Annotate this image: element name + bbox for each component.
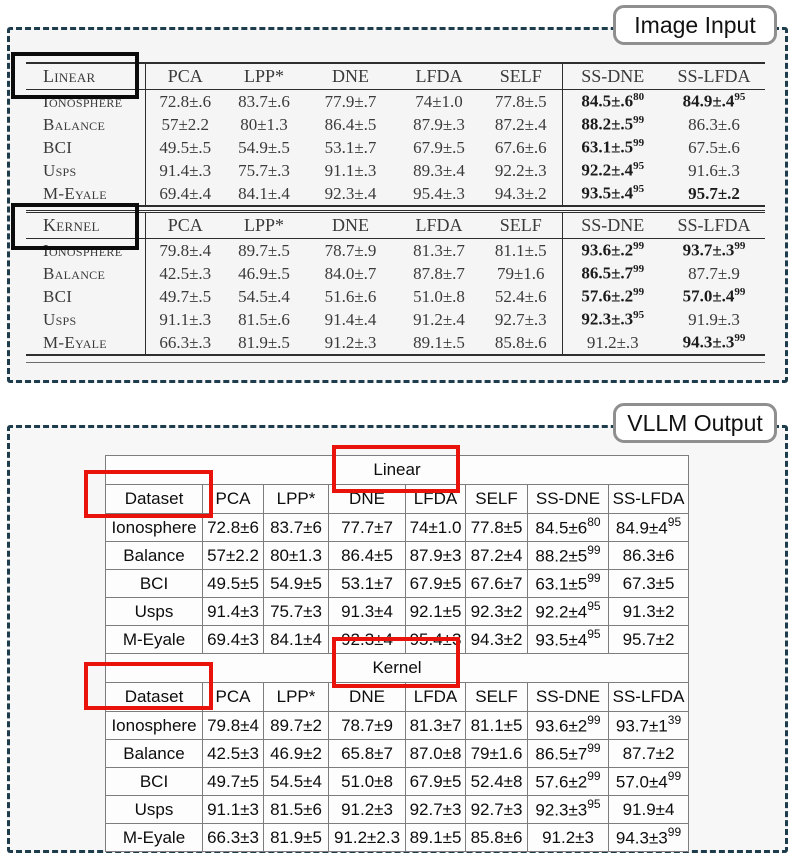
output-value-cell: 79.8±4 — [203, 712, 264, 740]
output-value-cell: $88.2\pm 5^{99}$ — [528, 542, 609, 570]
scan-column-header: LPP* — [225, 63, 303, 90]
output-row-label: Balance — [106, 740, 203, 768]
superscript-confidence: 99 — [633, 263, 645, 276]
scan-column-header: SS-LFDA — [663, 212, 765, 239]
output-value-cell: 83.7±6 — [264, 514, 329, 542]
scan-value-cell: $93.6\pm.2^{99}$ — [562, 239, 663, 263]
scan-value-cell: 51.6±.6 — [324, 286, 377, 306]
scan-value-cell: 51.0±.8 — [413, 286, 465, 306]
scan-table-row — [26, 308, 765, 331]
output-value-cell: 49.7±5 — [203, 768, 264, 796]
scan-value-cell: 53.1±.7 — [324, 137, 377, 157]
output-value-cell: $93.5\pm 4^{95}$ — [528, 626, 609, 654]
output-column-header: SELF — [466, 485, 528, 514]
scan-value-cell: 89.3±.4 — [413, 160, 465, 180]
output-value-cell: 87.9±3 — [406, 542, 466, 570]
scan-value-cell: 67.5±.6 — [688, 137, 740, 157]
scan-value-cell: $63.1\pm.5^{99}$ — [562, 136, 663, 159]
scan-column-header: SELF — [480, 212, 562, 239]
output-row-label: Usps — [106, 796, 203, 824]
scan-row-label: Ionosphere — [26, 239, 145, 263]
scan-value-cell: 91.4±.4 — [324, 309, 377, 329]
output-section-label: Kernel — [106, 654, 689, 683]
output-column-header: DNE — [329, 485, 406, 514]
scan-value-cell: 91.2±.4 — [413, 309, 465, 329]
scan-value-cell: 67.6±.6 — [494, 137, 547, 157]
output-row-label: Usps — [106, 598, 203, 626]
superscript-confidence: 99 — [587, 543, 601, 558]
black-annotation-box-kernel — [11, 203, 139, 250]
output-value-cell: 67.9±5 — [406, 768, 466, 796]
scan-value-cell: 92.7±.3 — [494, 309, 547, 329]
scan-value-cell: 91.1±.3 — [159, 309, 212, 329]
output-value-cell: 87.2±4 — [466, 542, 528, 570]
output-value-cell: 89.7±2 — [264, 712, 329, 740]
vllm-output-badge-label: VLLM Output — [627, 409, 763, 436]
output-value-cell: 52.4±8 — [466, 768, 528, 796]
output-value-cell: $92.2\pm 4^{95}$ — [528, 598, 609, 626]
output-value-cell: $93.6\pm 2^{99}$ — [528, 712, 609, 740]
scan-value-cell: 94.3±.2 — [494, 183, 547, 203]
output-value-cell: 92.7±3 — [466, 796, 528, 824]
scan-value-cell: $93.5\pm.4^{95}$ — [562, 182, 663, 206]
output-value-cell: 75.7±3 — [264, 598, 329, 626]
scan-value-cell: 87.2±.4 — [494, 114, 547, 134]
red-annotation-box-linear-header — [332, 445, 460, 493]
output-value-cell: 77.7±7 — [329, 514, 406, 542]
scan-value-cell: 80±1.3 — [240, 114, 288, 134]
red-annotation-box-kernel-header — [332, 637, 460, 688]
scan-column-header: LFDA — [398, 212, 480, 239]
output-value-cell: 67.9±5 — [406, 570, 466, 598]
scan-value-cell: 81.1±.5 — [494, 240, 547, 260]
scan-value-cell: 92.2±.3 — [494, 160, 547, 180]
scan-table-row — [26, 159, 765, 182]
superscript-confidence: 95 — [667, 515, 682, 530]
red-annotation-box-dataset-linear — [84, 470, 213, 518]
scan-value-cell: 57±2.2 — [161, 114, 210, 134]
scan-column-header: SS-DNE — [562, 63, 663, 90]
output-value-cell: 86.4±5 — [329, 542, 406, 570]
superscript-confidence: 99 — [633, 114, 645, 127]
superscript-confidence: 95 — [734, 91, 746, 104]
scan-row-label: M-Eyale — [26, 182, 145, 206]
superscript-confidence: 80 — [633, 91, 645, 104]
superscript-confidence: 99 — [734, 240, 746, 253]
scan-row-label: BCI — [26, 285, 145, 308]
output-value-cell: $57.6\pm 2^{99}$ — [528, 768, 609, 796]
output-value-cell: 92.3±2 — [466, 598, 528, 626]
output-value-cell: 91.2±2.3 — [329, 824, 406, 852]
scan-value-cell: 87.9±.3 — [413, 114, 465, 134]
output-value-cell: $94.3\pm 3^{99}$ — [609, 824, 689, 852]
scan-table-row — [26, 262, 765, 285]
scan-value-cell: 86.4±.5 — [324, 114, 377, 134]
output-row-label: BCI — [106, 768, 203, 796]
superscript-confidence: 95 — [587, 627, 601, 642]
scan-value-cell: 77.8±.5 — [494, 91, 547, 111]
scan-value-cell: 67.9±.5 — [413, 137, 465, 157]
scan-row-label: M-Eyale — [26, 331, 145, 355]
scan-value-cell: 86.3±.6 — [688, 114, 740, 134]
output-value-cell: 94.3±2 — [466, 626, 528, 654]
scan-value-cell: 89.1±.5 — [413, 332, 465, 352]
output-column-header: LPP* — [264, 485, 329, 514]
scan-section-label: Kernel — [26, 212, 145, 239]
output-row-label: Ionosphere — [106, 514, 203, 542]
output-column-header: LFDA — [406, 485, 466, 514]
output-value-cell: 92.7±3 — [406, 796, 466, 824]
scan-value-cell: $86.5\pm.7^{99}$ — [562, 262, 663, 285]
black-annotation-box-linear — [11, 52, 139, 99]
output-row-label: BCI — [106, 570, 203, 598]
scan-column-header: SS-DNE — [562, 212, 663, 239]
scan-value-cell: 89.7±.5 — [238, 240, 290, 260]
output-table-row — [106, 824, 689, 852]
output-value-cell: 42.5±3 — [203, 740, 264, 768]
output-value-cell: 53.1±7 — [329, 570, 406, 598]
scan-column-header: LPP* — [225, 212, 303, 239]
superscript-confidence: 99 — [633, 286, 645, 299]
scan-value-cell: 75.7±.3 — [238, 160, 290, 180]
output-value-cell: $86.5\pm 7^{99}$ — [528, 740, 609, 768]
scan-value-cell: 87.7±.9 — [688, 263, 740, 283]
scan-value-cell: 92.3±.4 — [324, 183, 377, 203]
scan-value-cell: $84.5\pm.6^{80}$ — [562, 90, 663, 114]
scan-value-cell: 91.1±.3 — [324, 160, 377, 180]
output-value-cell: 69.4±3 — [203, 626, 264, 654]
output-table-row — [106, 796, 689, 824]
vllm-output-panel — [7, 425, 788, 853]
output-value-cell: 81.5±6 — [264, 796, 329, 824]
scan-value-cell: $92.3\pm.3^{95}$ — [562, 308, 663, 331]
image-input-badge — [613, 5, 777, 45]
scan-value-cell: 85.8±.6 — [494, 332, 547, 352]
scan-column-header: DNE — [303, 212, 398, 239]
output-value-cell: 67.3±5 — [609, 570, 689, 598]
output-value-cell: 89.1±5 — [406, 824, 466, 852]
output-value-cell: 91.2±3 — [528, 824, 609, 852]
scan-value-cell: 66.3±.3 — [159, 332, 212, 352]
output-value-cell: 95.4±3 — [406, 626, 466, 654]
scan-row-label: Usps — [26, 308, 145, 331]
scan-table-row — [26, 136, 765, 159]
superscript-confidence: 95 — [633, 309, 645, 322]
output-row-label: M-Eyale — [106, 824, 203, 852]
output-value-cell: 81.3±7 — [406, 712, 466, 740]
output-value-cell: 77.8±5 — [466, 514, 528, 542]
output-column-header: SS-DNE — [528, 683, 609, 712]
scan-row-label: Ionosphere — [26, 90, 145, 114]
scan-value-cell: $88.2\pm.5^{99}$ — [562, 113, 663, 136]
scan-column-header: SS-LFDA — [663, 63, 765, 90]
scan-value-cell: 77.9±.7 — [324, 91, 377, 111]
superscript-confidence: 99 — [587, 741, 601, 756]
superscript-confidence: 95 — [633, 183, 645, 196]
scan-row-label: Balance — [26, 262, 145, 285]
output-dataset-header: Dataset — [106, 683, 203, 712]
output-value-cell: 91.9±4 — [609, 796, 689, 824]
output-column-header: PCA — [203, 683, 264, 712]
output-column-header: LPP* — [264, 683, 329, 712]
output-value-cell: 72.8±6 — [203, 514, 264, 542]
scan-row-label: Balance — [26, 113, 145, 136]
scan-value-cell: 42.5±.3 — [159, 263, 212, 283]
superscript-confidence: 99 — [633, 137, 645, 150]
output-value-cell: 91.4±3 — [203, 598, 264, 626]
scan-value-cell: 46.9±.5 — [238, 263, 290, 283]
red-annotation-box-dataset-kernel — [84, 662, 213, 710]
scan-column-header: PCA — [145, 212, 225, 239]
scan-value-cell: $92.2\pm.4^{95}$ — [562, 159, 663, 182]
output-column-header: DNE — [329, 683, 406, 712]
scan-value-cell: 91.2±.3 — [562, 331, 663, 355]
scan-value-cell: 84.0±.7 — [324, 263, 377, 283]
output-value-cell: $84.5\pm 6^{80}$ — [528, 514, 609, 542]
scan-value-cell: 91.9±.3 — [688, 309, 740, 329]
output-value-cell: 87.7±2 — [609, 740, 689, 768]
output-column-header: SS-LFDA — [609, 683, 689, 712]
output-column-header: PCA — [203, 485, 264, 514]
output-value-cell: 95.7±2 — [609, 626, 689, 654]
vllm-output-badge — [613, 403, 777, 443]
scan-table-row — [26, 113, 765, 136]
scan-value-cell: 91.6±.3 — [688, 160, 740, 180]
output-value-cell: 66.3±3 — [203, 824, 264, 852]
output-value-cell: 91.3±4 — [329, 598, 406, 626]
image-input-badge-label: Image Input — [634, 11, 756, 38]
scan-value-cell: 81.9±.5 — [238, 332, 290, 352]
superscript-confidence: 99 — [734, 286, 746, 299]
output-value-cell: 92.3±4 — [329, 626, 406, 654]
scan-value-cell: 78.7±.9 — [324, 240, 377, 260]
scan-value-cell: 79±1.6 — [496, 263, 545, 283]
output-value-cell: 81.9±5 — [264, 824, 329, 852]
scan-value-cell: 74±1.0 — [415, 91, 463, 111]
output-value-cell: 78.7±9 — [329, 712, 406, 740]
output-table-row — [106, 768, 689, 796]
output-value-cell: 81.1±5 — [466, 712, 528, 740]
scan-column-header: PCA — [145, 63, 225, 90]
scan-section-label: Linear — [26, 63, 145, 90]
output-row-label: Balance — [106, 542, 203, 570]
superscript-confidence: 99 — [667, 769, 682, 784]
superscript-confidence: 99 — [633, 240, 645, 253]
output-dataset-header: Dataset — [106, 485, 203, 514]
output-value-cell: 86.3±6 — [609, 542, 689, 570]
superscript-confidence: 99 — [587, 571, 601, 586]
output-row-label: M-Eyale — [106, 626, 203, 654]
output-value-cell: $93.7\pm 1^{39}$ — [609, 712, 689, 740]
output-value-cell: 67.6±7 — [466, 570, 528, 598]
output-value-cell: 79±1.6 — [466, 740, 528, 768]
output-column-header: SELF — [466, 683, 528, 712]
output-value-cell: 91.3±2 — [609, 598, 689, 626]
scan-value-cell: 95.4±.3 — [413, 183, 465, 203]
scan-value-cell: 84.1±.4 — [238, 183, 290, 203]
superscript-confidence: 99 — [587, 769, 601, 784]
scan-column-header: LFDA — [398, 63, 480, 90]
scan-value-cell: $57.0\pm.4^{99}$ — [682, 286, 746, 306]
scan-value-cell: 79.8±.4 — [159, 240, 212, 260]
superscript-confidence: 80 — [587, 515, 601, 530]
output-value-cell: 85.8±6 — [466, 824, 528, 852]
scan-value-cell: 83.7±.6 — [238, 91, 290, 111]
scan-table-row — [26, 285, 765, 308]
scan-value-cell: 87.8±.7 — [413, 263, 465, 283]
output-table-row — [106, 542, 689, 570]
superscript-confidence: 95 — [587, 797, 601, 812]
scan-value-cell: 72.8±.6 — [159, 91, 212, 111]
scan-bottom-rule — [26, 362, 765, 363]
output-value-cell: $92.3\pm 3^{95}$ — [528, 796, 609, 824]
output-column-header: SS-LFDA — [609, 485, 689, 514]
output-value-cell: 74±1.0 — [406, 514, 466, 542]
output-value-cell: 65.8±7 — [329, 740, 406, 768]
image-input-panel — [7, 27, 788, 383]
output-section-label: Linear — [106, 456, 689, 485]
output-value-cell: 91.2±3 — [329, 796, 406, 824]
scan-value-cell: $84.9\pm.4^{95}$ — [682, 91, 746, 111]
output-value-cell: $57.0\pm 4^{99}$ — [609, 768, 689, 796]
scan-value-cell: 81.3±.7 — [413, 240, 465, 260]
superscript-confidence: 95 — [633, 160, 645, 173]
output-value-cell: 80±1.3 — [264, 542, 329, 570]
scan-row-label: BCI — [26, 136, 145, 159]
scan-value-cell: 52.4±.6 — [494, 286, 547, 306]
output-value-cell: 49.5±5 — [203, 570, 264, 598]
output-value-cell: 87.0±8 — [406, 740, 466, 768]
output-value-cell: 57±2.2 — [203, 542, 264, 570]
output-column-header: SS-DNE — [528, 485, 609, 514]
superscript-confidence: 99 — [734, 332, 746, 345]
scan-value-cell: 81.5±.6 — [238, 309, 290, 329]
scan-value-cell: $57.6\pm.2^{99}$ — [562, 285, 663, 308]
scan-value-cell: 49.7±.5 — [159, 286, 212, 306]
output-value-cell: $63.1\pm 5^{99}$ — [528, 570, 609, 598]
scan-table-row — [26, 331, 765, 355]
scan-row-label: Usps — [26, 159, 145, 182]
output-row-label: Ionosphere — [106, 712, 203, 740]
scan-value-cell: 69.4±.4 — [159, 183, 212, 203]
scan-value-cell: 91.2±.3 — [324, 332, 377, 352]
scan-value-cell: 91.4±.3 — [159, 160, 212, 180]
scan-value-cell: 54.9±.5 — [238, 137, 290, 157]
output-value-cell: 54.9±5 — [264, 570, 329, 598]
output-value-cell: 51.0±8 — [329, 768, 406, 796]
output-value-cell: 54.5±4 — [264, 768, 329, 796]
output-table-row — [106, 740, 689, 768]
superscript-confidence: 99 — [667, 825, 682, 840]
output-value-cell: $84.9\pm 4^{95}$ — [609, 514, 689, 542]
output-value-cell: 92.1±5 — [406, 598, 466, 626]
superscript-confidence: 95 — [587, 599, 601, 614]
output-value-cell: 46.9±2 — [264, 740, 329, 768]
scan-value-cell: $94.3\pm.3^{99}$ — [682, 332, 746, 352]
output-table-row — [106, 570, 689, 598]
superscript-confidence: 39 — [667, 713, 682, 728]
output-value-cell: 84.1±4 — [264, 626, 329, 654]
output-value-cell: 91.1±3 — [203, 796, 264, 824]
scan-value-cell: 54.5±.4 — [238, 286, 290, 306]
output-table-row — [106, 598, 689, 626]
output-column-header: LFDA — [406, 683, 466, 712]
output-table-row — [106, 712, 689, 740]
scan-value-cell: $93.7\pm.3^{99}$ — [682, 240, 746, 260]
scan-column-header: SELF — [480, 63, 562, 90]
scan-value-cell: 95.7±.2 — [688, 183, 740, 203]
scan-value-cell: 49.5±.5 — [159, 137, 212, 157]
superscript-confidence: 99 — [587, 713, 601, 728]
scan-column-header: DNE — [303, 63, 398, 90]
